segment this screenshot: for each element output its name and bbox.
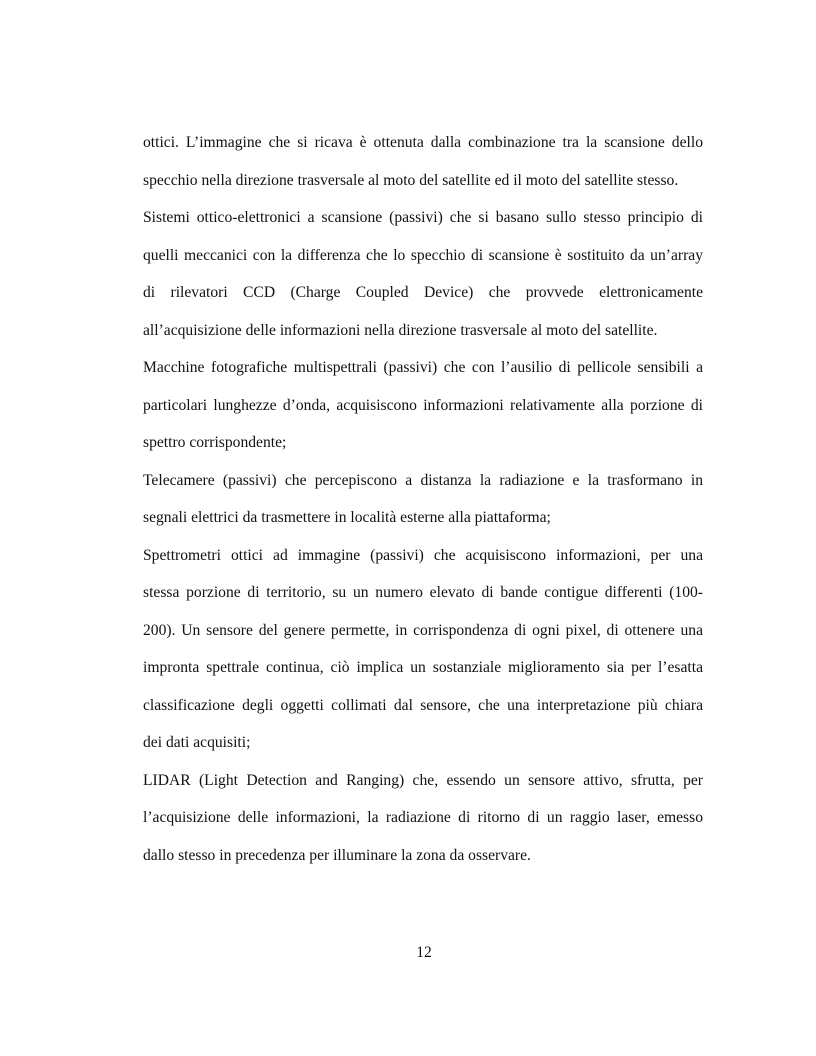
text-line: particolari lunghezze d’onda, acquisiscono informazioni relativamente alla porzione di	[143, 396, 703, 414]
text-line: Spettrometri ottici ad immagine (passivi) che acquisiscono informazioni, per una	[143, 546, 703, 564]
text-line: LIDAR (Light Detection and Ranging) che, essendo un sensore attivo, sfrutta, per	[143, 771, 703, 789]
text-line: stessa porzione di territorio, su un numero elevato di bande contigue differenti (100-	[143, 584, 703, 601]
body-text	[143, 124, 703, 874]
text-line: quelli meccanici con la differenza che lo specchio di scansione è sostituito da un’array	[143, 246, 703, 264]
text-line: all’acquisizione delle informazioni nella direzione trasversale al moto del satellite.	[143, 321, 658, 339]
text-line: segnali elettrici da trasmettere in località esterne alla piattaforma;	[143, 509, 551, 526]
text-line: l’acquisizione delle informazioni, la radiazione di ritorno di un raggio laser, emesso	[143, 809, 703, 826]
text-line: Macchine fotografiche multispettrali (passivi) che con l’ausilio di pellicole sensibili a	[143, 359, 703, 376]
text-line: spettro corrispondente;	[143, 434, 287, 451]
text-line: dallo stesso in precedenza per illuminare la zona da osservare.	[143, 846, 531, 864]
text-line: 200). Un sensore del genere permette, in corrispondenza di ogni pixel, di ottenere una	[143, 621, 703, 639]
text-line: impronta spettrale continua, ciò implica un sostanziale miglioramento sia per l’esatta	[143, 659, 703, 676]
text-line: Telecamere (passivi) che percepiscono a distanza la radiazione e la trasformano in	[143, 471, 703, 489]
page-number: 12	[416, 944, 432, 961]
text-line: classificazione degli oggetti collimati dal sensore, che una interpretazione più chiara	[143, 696, 703, 714]
text-line: Sistemi ottico-elettronici a scansione (passivi) che si basano sullo stesso principio di	[143, 209, 703, 226]
text-line: specchio nella direzione trasversale al moto del satellite ed il moto del satellite stesso.	[143, 171, 679, 189]
text-line: di rilevatori CCD (Charge Coupled Device) che provvede elettronicamente	[143, 284, 703, 301]
text-line: dei dati acquisiti;	[143, 734, 251, 751]
text-line: ottici. L’immagine che si ricava è ottenuta dalla combinazione tra la scansione dello	[143, 134, 703, 151]
